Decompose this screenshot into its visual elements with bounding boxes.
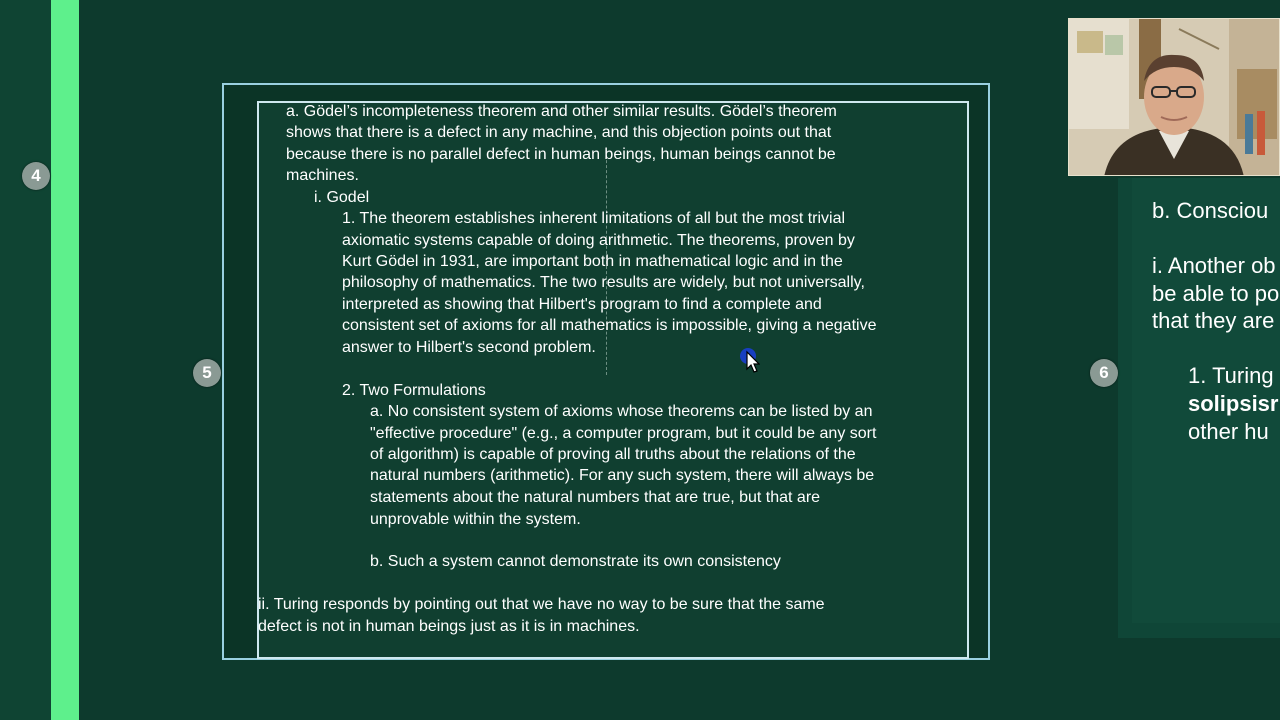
slide-line: unprovable within the system. (370, 511, 581, 528)
slide-line: axiomatic systems capable of doing arithmetic. The theorems, proven by (342, 232, 855, 249)
slide-number-badge-6[interactable]: 6 (1090, 359, 1118, 387)
slide-line: "effective procedure" (e.g., a computer program, but it could be any sort (370, 425, 877, 442)
slide-line: because there is no parallel defect in human beings, human beings cannot be (286, 146, 836, 163)
next-slide-line: solipsisr (1188, 391, 1279, 416)
green-accent-bar (51, 0, 79, 720)
next-slide-line: 1. Turing (1188, 363, 1274, 388)
left-panel-strip (0, 0, 51, 720)
next-slide-line: b. Consciou (1152, 198, 1269, 223)
slide-line: 2. Two Formulations (342, 382, 486, 399)
mouse-cursor-icon (738, 345, 760, 373)
slide-line: defect is not in human beings just as it is in machines. (258, 618, 640, 635)
slide-line: a. No consistent system of axioms whose theorems can be listed by an (370, 403, 873, 420)
presenter-video-image (1069, 19, 1280, 176)
slide-line: of algorithm) is capable of proving all truths about the relations of the (370, 446, 856, 463)
slide-number-badge-5[interactable]: 5 (193, 359, 221, 387)
slide-line: interpreted as showing that Hilbert's program to find a complete and (342, 296, 822, 313)
slide-line: shows that there is a defect in any machine, and this objection points out that (286, 124, 832, 141)
next-slide-line: that they are (1152, 308, 1275, 333)
slide-line: a. Gödel’s incompleteness theorem and other similar results. Gödel’s theorem (286, 103, 837, 120)
presenter-webcam (1068, 18, 1280, 176)
next-slide-line: other hu (1188, 419, 1269, 444)
next-slide-line: i. Another ob (1152, 253, 1276, 278)
slide-number-badge-4[interactable]: 4 (22, 162, 50, 190)
next-slide-line: be able to po (1152, 281, 1280, 306)
slide-line: i. Godel (314, 189, 370, 206)
slide-line: statements about the natural numbers that are true, but that are (370, 489, 821, 506)
slide-line: philosophy of mathematics. The two results are widely, but not universally, (342, 274, 865, 291)
slide-line: answer to Hilbert's second problem. (342, 339, 596, 356)
slide-line: consistent set of axioms for all mathematics is impossible, giving a negative (342, 317, 877, 334)
slide-line: b. Such a system cannot demonstrate its own consistency (370, 553, 781, 570)
slide-line: Kurt Gödel in 1931, are important both in mathematical logic and in the (342, 253, 843, 270)
slide-line: 1. The theorem establishes inherent limitations of all but the most trivial (342, 210, 846, 227)
slide-line: ii. Turing responds by pointing out that we have no way to be sure that the same (258, 596, 825, 613)
slide-line: machines. (286, 167, 359, 184)
slide-line: natural numbers (arithmetic). For any such system, there will always be (370, 467, 875, 484)
